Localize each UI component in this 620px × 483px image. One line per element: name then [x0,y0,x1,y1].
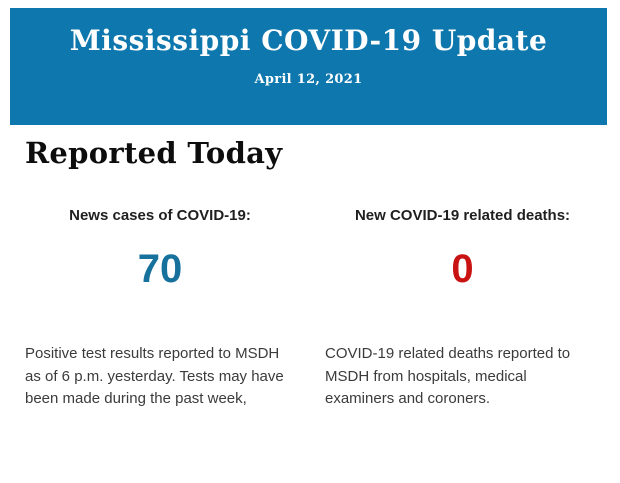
report-date: April 12, 2021 [254,72,363,87]
stat-new-cases [25,206,295,411]
new-deaths-label: New COVID-19 related deaths: [354,207,571,224]
page-title: Mississippi COVID-19 Update [69,24,548,57]
header-band [10,8,607,125]
new-cases-description: Positive test results reported to MSDH as of 6 p.m. yesterday. Tests may have been made during the past week, [25,345,284,407]
new-deaths-description: COVID-19 related deaths reported to MSDH from hospitals, medical examiners and coroners. [325,345,571,407]
stat-new-deaths [325,206,600,411]
section-heading: Reported Today [25,136,283,170]
new-cases-value: 70 [137,247,183,291]
stats-columns [25,206,600,411]
new-cases-label: News cases of COVID-19: [69,207,251,224]
new-deaths-value: 0 [451,247,474,291]
